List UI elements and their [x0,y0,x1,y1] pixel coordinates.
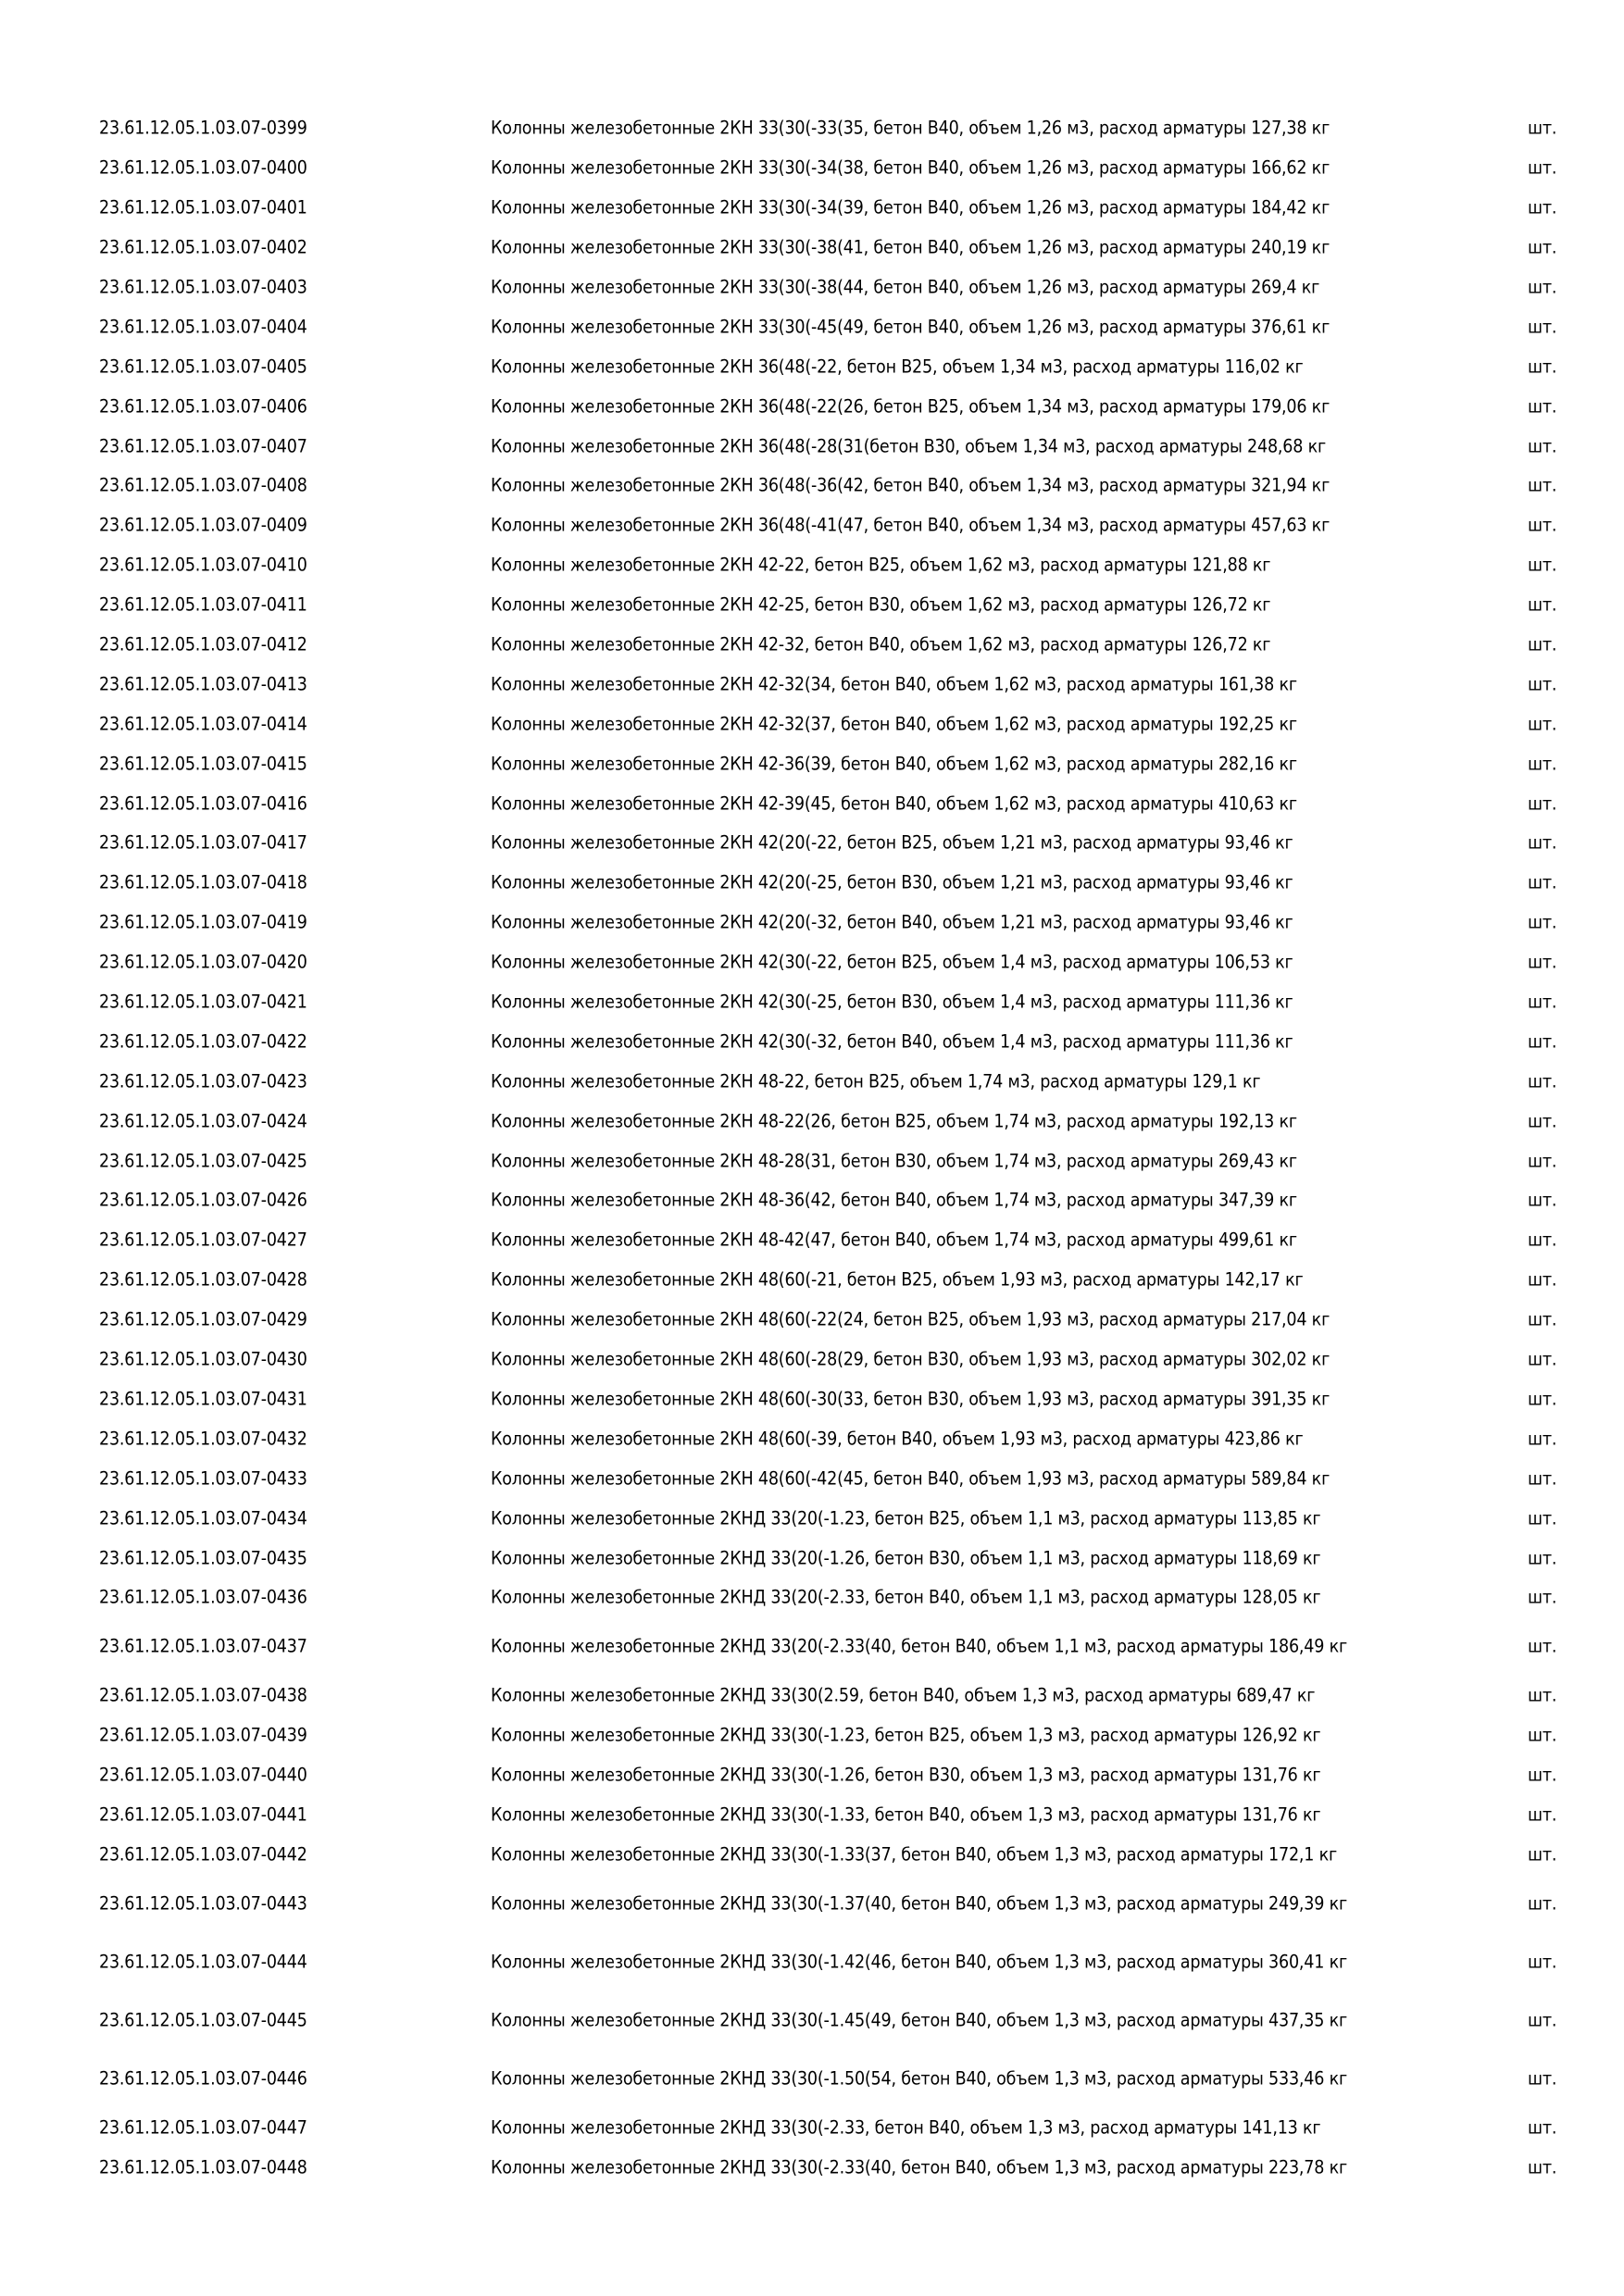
table-row [0,1458,1624,1498]
item-code: 23.61.12.05.1.03.07-0425 [99,1150,307,1172]
item-name: Колонны железобетонные 2КНД 33(30(-1.23, бетон В25, объем 1,3 м3, расход арматуры 126,92 кг [491,1724,1321,1746]
item-code: 23.61.12.05.1.03.07-0413 [99,673,307,695]
table-row [0,1379,1624,1419]
item-name: Колонны железобетонные 2КН 48-36(42, бетон В40, объем 1,74 м3, расход арматуры 347,39 кг [491,1189,1297,1211]
item-code: 23.61.12.05.1.03.07-0445 [99,2009,307,2031]
table-row [0,148,1624,188]
table-row [0,2107,1624,2147]
item-unit: шт. [1528,435,1557,457]
item-code: 23.61.12.05.1.03.07-0417 [99,831,307,854]
item-code: 23.61.12.05.1.03.07-0431 [99,1388,307,1410]
item-unit: шт. [1528,2067,1557,2090]
item-name: Колонны железобетонные 2КН 42-36(39, бетон В40, объем 1,62 м3, расход арматуры 282,16 кг [491,753,1297,775]
item-code: 23.61.12.05.1.03.07-0427 [99,1229,307,1251]
item-name: Колонны железобетонные 2КН 36(48(-36(42, бетон В40, объем 1,34 м3, расход арматуры 321,94 кг [491,474,1330,496]
item-name: Колонны железобетонные 2КНД 33(20(-2.33(40, бетон В40, объем 1,1 м3, расход арматуры 186,49 кг [491,1635,1347,1657]
item-name: Колонны железобетонные 2КН 48(60(-22(24, бетон В25, объем 1,93 м3, расход арматуры 217,04 кг [491,1308,1330,1330]
item-code: 23.61.12.05.1.03.07-0442 [99,1843,307,1866]
item-code: 23.61.12.05.1.03.07-0426 [99,1189,307,1211]
item-code: 23.61.12.05.1.03.07-0441 [99,1803,307,1826]
item-unit: шт. [1528,196,1557,218]
table-row [0,942,1624,982]
table-row [0,1617,1624,1676]
item-name: Колонны железобетонные 2КН 48-42(47, бетон В40, объем 1,74 м3, расход арматуры 499,61 кг [491,1229,1297,1251]
item-code: 23.61.12.05.1.03.07-0411 [99,593,307,616]
table-row [0,2147,1624,2187]
item-unit: шт. [1528,236,1557,258]
item-code: 23.61.12.05.1.03.07-0435 [99,1547,307,1568]
item-name: Колонны железобетонные 2КН 42(30(-32, бетон В40, объем 1,4 м3, расход арматуры 111,36 кг [491,1030,1293,1053]
table-row [0,1716,1624,1755]
item-unit: шт. [1528,1229,1557,1251]
item-name: Колонны железобетонные 2КНД 33(30(-1.37(40, бетон В40, объем 1,3 м3, расход арматуры 249,39 кг [491,1892,1347,1915]
table-row [0,268,1624,307]
table-row [0,704,1624,743]
item-unit: шт. [1528,2009,1557,2031]
item-unit: шт. [1528,276,1557,298]
item-unit: шт. [1528,1635,1557,1657]
item-unit: шт. [1528,316,1557,338]
table-row [0,1180,1624,1220]
item-unit: шт. [1528,395,1557,418]
item-unit: шт. [1528,2116,1557,2139]
item-name: Колонны железобетонные 2КНД 33(30(-1.45(49, бетон В40, объем 1,3 м3, расход арматуры 437,35 кг [491,2009,1347,2031]
item-unit: шт. [1528,792,1557,815]
item-name: Колонны железобетонные 2КН 42-32(37, бетон В40, объем 1,62 м3, расход арматуры 192,25 кг [491,713,1297,735]
item-unit: шт. [1528,1684,1557,1706]
item-code: 23.61.12.05.1.03.07-0443 [99,1892,307,1915]
table-row [0,585,1624,625]
item-name: Колонны железобетонные 2КН 48(60(-30(33, бетон В30, объем 1,93 м3, расход арматуры 391,35 кг [491,1388,1330,1410]
item-code: 23.61.12.05.1.03.07-0440 [99,1764,307,1786]
item-name: Колонны железобетонные 2КНД 33(30(-1.33, бетон В40, объем 1,3 м3, расход арматуры 131,76 кг [491,1803,1321,1826]
table-row [0,108,1624,148]
item-unit: шт. [1528,1150,1557,1172]
item-unit: шт. [1528,911,1557,933]
item-code: 23.61.12.05.1.03.07-0436 [99,1586,307,1608]
item-unit: шт. [1528,1070,1557,1092]
item-unit: шт. [1528,991,1557,1013]
item-name: Колонны железобетонные 2КН 36(48(-22(26, бетон В25, объем 1,34 м3, расход арматуры 179,06 кг [491,395,1330,418]
item-code: 23.61.12.05.1.03.07-0433 [99,1467,307,1490]
item-unit: шт. [1528,1507,1557,1529]
item-code: 23.61.12.05.1.03.07-0447 [99,2116,307,2139]
table-row [0,306,1624,346]
table-row [0,2049,1624,2107]
item-code: 23.61.12.05.1.03.07-0437 [99,1635,307,1657]
item-unit: шт. [1528,554,1557,576]
item-name: Колонны железобетонные 2КН 48(60(-39, бетон В40, объем 1,93 м3, расход арматуры 423,86 кг [491,1428,1304,1450]
item-unit: шт. [1528,673,1557,695]
item-code: 23.61.12.05.1.03.07-0448 [99,2156,307,2178]
item-name: Колонны железобетонные 2КН 42-32, бетон В40, объем 1,62 м3, расход арматуры 126,72 кг [491,633,1271,655]
item-code: 23.61.12.05.1.03.07-0403 [99,276,307,298]
item-code: 23.61.12.05.1.03.07-0416 [99,792,307,815]
item-unit: шт. [1528,951,1557,973]
item-unit: шт. [1528,1428,1557,1450]
item-name: Колонны железобетонные 2КН 42(20(-32, бетон В40, объем 1,21 м3, расход арматуры 93,46 кг [491,911,1293,933]
table-row [0,1300,1624,1340]
table-row [0,823,1624,863]
item-name: Колонны железобетонные 2КНД 33(30(-1.26, бетон В30, объем 1,3 м3, расход арматуры 131,76 кг [491,1764,1321,1786]
item-code: 23.61.12.05.1.03.07-0422 [99,1030,307,1053]
item-name: Колонны железобетонные 2КН 36(48(-22, бетон В25, объем 1,34 м3, расход арматуры 116,02 кг [491,356,1304,378]
items-table [0,108,1624,2187]
item-code: 23.61.12.05.1.03.07-0423 [99,1070,307,1092]
item-name: Колонны железобетонные 2КН 42(30(-22, бетон В25, объем 1,4 м3, расход арматуры 106,53 кг [491,951,1293,973]
item-unit: шт. [1528,633,1557,655]
item-name: Колонны железобетонные 2КН 33(30(-38(44, бетон В40, объем 1,26 м3, расход арматуры 269,4 кг [491,276,1320,298]
table-row [0,1260,1624,1300]
table-row [0,1578,1624,1617]
item-code: 23.61.12.05.1.03.07-0419 [99,911,307,933]
table-row [0,1874,1624,1932]
table-row [0,783,1624,823]
item-unit: шт. [1528,753,1557,775]
item-name: Колонны железобетонные 2КНД 33(20(-1.23, бетон В25, объем 1,1 м3, расход арматуры 113,85 кг [491,1507,1321,1529]
item-name: Колонны железобетонные 2КНД 33(30(2.59, бетон В40, объем 1,3 м3, расход арматуры 689,47 кг [491,1684,1316,1706]
table-row [0,426,1624,466]
item-name: Колонны железобетонные 2КН 48(60(-28(29, бетон В30, объем 1,93 м3, расход арматуры 302,02 кг [491,1348,1330,1370]
table-row [0,545,1624,585]
table-row [0,1021,1624,1061]
item-unit: шт. [1528,1348,1557,1370]
table-row [0,1676,1624,1716]
item-code: 23.61.12.05.1.03.07-0434 [99,1507,307,1529]
item-unit: шт. [1528,117,1557,139]
table-row [0,346,1624,386]
item-name: Колонны железобетонные 2КНД 33(30(-1.33(37, бетон В40, объем 1,3 м3, расход арматуры 172,1 кг [491,1843,1338,1866]
item-unit: шт. [1528,1724,1557,1746]
table-row [0,228,1624,268]
item-code: 23.61.12.05.1.03.07-0408 [99,474,307,496]
item-unit: шт. [1528,1189,1557,1211]
table-row [0,1061,1624,1101]
table-row [0,625,1624,665]
item-unit: шт. [1528,593,1557,616]
item-name: Колонны железобетонные 2КН 42-25, бетон В30, объем 1,62 м3, расход арматуры 126,72 кг [491,593,1271,616]
table-row [0,386,1624,426]
item-code: 23.61.12.05.1.03.07-0420 [99,951,307,973]
item-code: 23.61.12.05.1.03.07-0404 [99,316,307,338]
item-name: Колонны железобетонные 2КН 48-22, бетон В25, объем 1,74 м3, расход арматуры 129,1 кг [491,1070,1261,1092]
item-code: 23.61.12.05.1.03.07-0430 [99,1348,307,1370]
item-name: Колонны железобетонные 2КНД 33(30(-2.33(40, бетон В40, объем 1,3 м3, расход арматуры 223,78 кг [491,2156,1347,2178]
item-name: Колонны железобетонные 2КН 42-39(45, бетон В40, объем 1,62 м3, расход арматуры 410,63 кг [491,792,1297,815]
item-name: Колонны железобетонные 2КН 42-32(34, бетон В40, объем 1,62 м3, расход арматуры 161,38 кг [491,673,1297,695]
item-name: Колонны железобетонные 2КН 42(20(-22, бетон В25, объем 1,21 м3, расход арматуры 93,46 кг [491,831,1293,854]
item-code: 23.61.12.05.1.03.07-0415 [99,753,307,775]
item-code: 23.61.12.05.1.03.07-0409 [99,514,307,536]
item-code: 23.61.12.05.1.03.07-0402 [99,236,307,258]
item-name: Колонны железобетонные 2КН 33(30(-34(39, бетон В40, объем 1,26 м3, расход арматуры 184,42 кг [491,196,1330,218]
item-unit: шт. [1528,356,1557,378]
item-code: 23.61.12.05.1.03.07-0399 [99,117,307,139]
item-name: Колонны железобетонные 2КН 33(30(-33(35, бетон В40, объем 1,26 м3, расход арматуры 127,38 кг [491,117,1330,139]
item-code: 23.61.12.05.1.03.07-0429 [99,1308,307,1330]
item-name: Колонны железобетонные 2КН 33(30(-34(38, бетон В40, объем 1,26 м3, расход арматуры 166,62 кг [491,156,1330,179]
item-name: Колонны железобетонные 2КНД 33(20(-2.33, бетон В40, объем 1,1 м3, расход арматуры 128,05 кг [491,1586,1321,1608]
item-unit: шт. [1528,1586,1557,1608]
item-unit: шт. [1528,1892,1557,1915]
table-row [0,1141,1624,1180]
item-unit: шт. [1528,1764,1557,1786]
item-unit: шт. [1528,1547,1557,1568]
item-unit: шт. [1528,1467,1557,1490]
table-row [0,664,1624,704]
item-unit: шт. [1528,2156,1557,2178]
item-code: 23.61.12.05.1.03.07-0424 [99,1110,307,1132]
item-unit: шт. [1528,514,1557,536]
item-name: Колонны железобетонные 2КН 48-22(26, бетон В25, объем 1,74 м3, расход арматуры 192,13 кг [491,1110,1297,1132]
item-unit: шт. [1528,871,1557,893]
table-row [0,1795,1624,1835]
item-code: 23.61.12.05.1.03.07-0428 [99,1268,307,1291]
item-name: Колонны железобетонные 2КН 42-22, бетон В25, объем 1,62 м3, расход арматуры 121,88 кг [491,554,1271,576]
item-code: 23.61.12.05.1.03.07-0439 [99,1724,307,1746]
table-row [0,1834,1624,1874]
table-row [0,743,1624,783]
item-name: Колонны железобетонные 2КН 33(30(-38(41, бетон В40, объем 1,26 м3, расход арматуры 240,19 кг [491,236,1330,258]
item-unit: шт. [1528,1308,1557,1330]
item-unit: шт. [1528,1803,1557,1826]
item-unit: шт. [1528,1951,1557,1973]
item-code: 23.61.12.05.1.03.07-0412 [99,633,307,655]
item-name: Колонны железобетонные 2КНД 33(30(-1.50(54, бетон В40, объем 1,3 м3, расход арматуры 533,46 кг [491,2067,1347,2090]
table-row [0,1101,1624,1141]
table-row [0,1990,1624,2049]
table-row [0,903,1624,942]
item-code: 23.61.12.05.1.03.07-0446 [99,2067,307,2090]
item-unit: шт. [1528,156,1557,179]
table-row [0,466,1624,505]
item-code: 23.61.12.05.1.03.07-0444 [99,1951,307,1973]
item-code: 23.61.12.05.1.03.07-0401 [99,196,307,218]
table-row [0,505,1624,545]
item-unit: шт. [1528,1268,1557,1291]
item-name: Колонны железобетонные 2КН 42(20(-25, бетон В30, объем 1,21 м3, расход арматуры 93,46 кг [491,871,1293,893]
item-unit: шт. [1528,713,1557,735]
item-code: 23.61.12.05.1.03.07-0400 [99,156,307,179]
table-row [0,1340,1624,1379]
item-code: 23.61.12.05.1.03.07-0407 [99,435,307,457]
item-unit: шт. [1528,1030,1557,1053]
item-name: Колонны железобетонные 2КН 42(30(-25, бетон В30, объем 1,4 м3, расход арматуры 111,36 кг [491,991,1293,1013]
item-code: 23.61.12.05.1.03.07-0405 [99,356,307,378]
table-row [0,1418,1624,1458]
table-row [0,1755,1624,1795]
table-row [0,863,1624,903]
item-code: 23.61.12.05.1.03.07-0410 [99,554,307,576]
item-unit: шт. [1528,474,1557,496]
item-code: 23.61.12.05.1.03.07-0432 [99,1428,307,1450]
item-unit: шт. [1528,1843,1557,1866]
item-code: 23.61.12.05.1.03.07-0421 [99,991,307,1013]
item-name: Колонны железобетонные 2КН 36(48(-28(31(бетон В30, объем 1,34 м3, расход арматуры 248,68 кг [491,435,1327,457]
item-code: 23.61.12.05.1.03.07-0438 [99,1684,307,1706]
item-unit: шт. [1528,1388,1557,1410]
table-row [0,188,1624,228]
item-unit: шт. [1528,1110,1557,1132]
item-name: Колонны железобетонные 2КН 36(48(-41(47, бетон В40, объем 1,34 м3, расход арматуры 457,63 кг [491,514,1330,536]
item-name: Колонны железобетонные 2КНД 33(20(-1.26, бетон В30, объем 1,1 м3, расход арматуры 118,69 кг [491,1547,1321,1568]
table-row [0,1538,1624,1578]
item-name: Колонны железобетонные 2КНД 33(30(-1.42(46, бетон В40, объем 1,3 м3, расход арматуры 360,41 кг [491,1951,1347,1973]
item-name: Колонны железобетонные 2КН 48(60(-21, бетон В25, объем 1,93 м3, расход арматуры 142,17 кг [491,1268,1304,1291]
table-row [0,1932,1624,1990]
item-unit: шт. [1528,831,1557,854]
item-name: Колонны железобетонные 2КН 48(60(-42(45, бетон В40, объем 1,93 м3, расход арматуры 589,84 кг [491,1467,1330,1490]
item-name: Колонны железобетонные 2КН 33(30(-45(49, бетон В40, объем 1,26 м3, расход арматуры 376,61 кг [491,316,1330,338]
table-row [0,1498,1624,1538]
item-code: 23.61.12.05.1.03.07-0418 [99,871,307,893]
item-code: 23.61.12.05.1.03.07-0414 [99,713,307,735]
item-code: 23.61.12.05.1.03.07-0406 [99,395,307,418]
table-row [0,1220,1624,1260]
item-name: Колонны железобетонные 2КН 48-28(31, бетон В30, объем 1,74 м3, расход арматуры 269,43 кг [491,1150,1297,1172]
item-name: Колонны железобетонные 2КНД 33(30(-2.33, бетон В40, объем 1,3 м3, расход арматуры 141,13 кг [491,2116,1321,2139]
table-row [0,982,1624,1022]
